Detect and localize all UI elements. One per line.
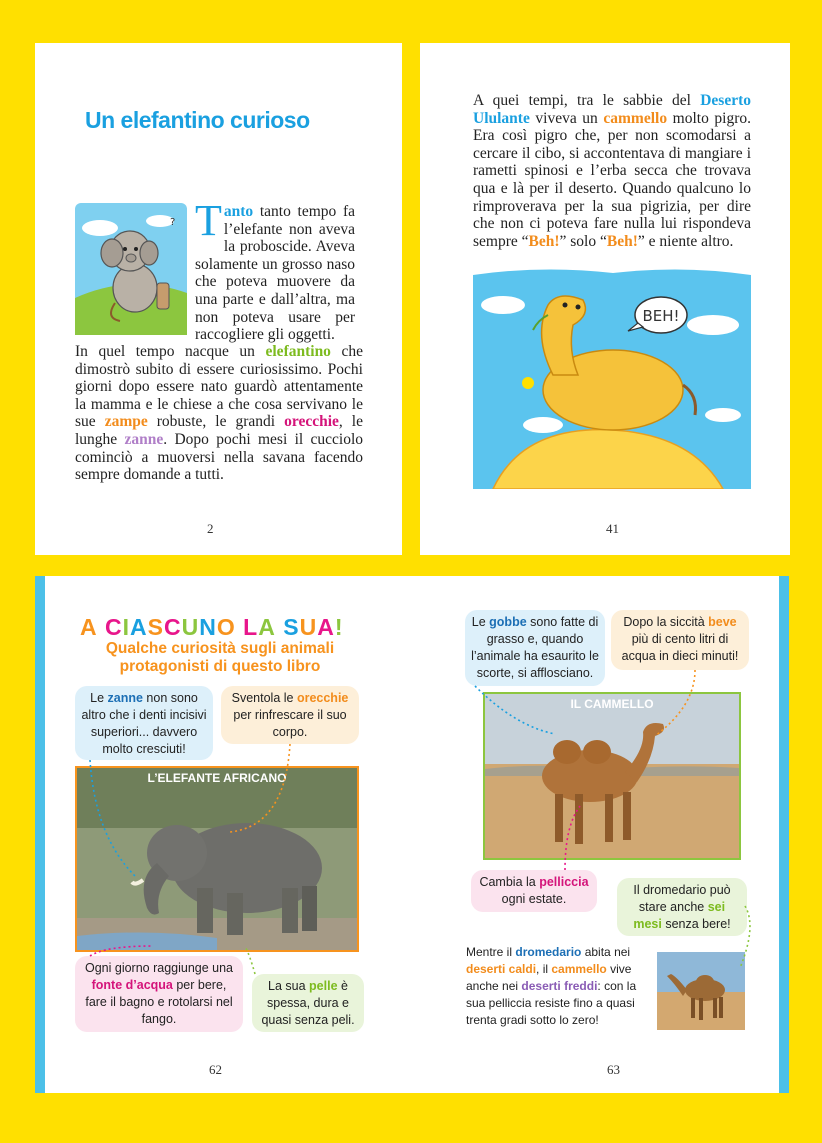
word-zampe: zampe: [104, 413, 148, 431]
bubble-gobbe: Le gobbe sono fatte di grasso e, quando l’animale ha esaurito le scorte, si afflosciano.: [465, 610, 605, 686]
title-letter: I: [122, 614, 131, 640]
elephant-photo: [75, 766, 359, 952]
title-letter: [236, 614, 243, 641]
title-letter: !: [334, 614, 344, 640]
svg-text:?: ?: [170, 217, 176, 228]
camel-photo: [483, 692, 741, 860]
title-letter: L: [243, 614, 259, 640]
word-orecchie: orecchie: [284, 413, 339, 431]
story-paragraph-2: In quel tempo nacque un elefantino che dimostrò subito di essere curiosissimo. Pochi giorni dopo essere nato guardò attentamente la mamma e le chiese a che cosa servivano le sue zampe robuste, le grandi orecchie, le lunghe zanne. Dopo pochi mesi il cucciolo cominciò a muoversi nella savana facendo sempre domande a tutti.: [75, 343, 363, 484]
story-text: Tanto tanto tempo fa l’elefante non aveva la proboscide. Aveva solamente un grosso naso che poteva muovere da una parte e dall’altra, ma non poteva usare per raccogliere gli oggetti.: [195, 196, 355, 344]
camel-text: Mentre il dromedario abita nei deserti caldi, il cammello vive anche nei deserti freddi: con la sua pelliccia resiste fino a quasi trenta gradi sotto lo zero!: [466, 945, 637, 1027]
title-letter: S: [283, 614, 300, 640]
title-letter: A: [258, 614, 276, 640]
title-letter: U: [299, 614, 318, 640]
title-letter: A: [317, 614, 335, 640]
speech-bubble-text: BEH!: [642, 307, 680, 325]
page-number: 2: [207, 521, 214, 536]
photo-label: IL CAMMELLO: [570, 697, 654, 711]
title-letter: N: [199, 614, 217, 640]
bubble-zanne: Le zanne non sono altro che i denti incisivi superiori... davvero molto cresciuti!: [75, 686, 213, 760]
bubble-sei-mesi: Il dromedario può stare anche sei mesi senza bere!: [617, 878, 747, 936]
title-letter: A: [130, 614, 148, 640]
page-2: [35, 43, 402, 555]
bubble-fonte-acqua: Ogni giorno raggiunge una fonte d’acqua per bere, fare il bagno e rotolarsi nel fango.: [75, 956, 243, 1032]
page-number: 63: [607, 1062, 620, 1077]
page-number: 62: [209, 1062, 222, 1077]
title-letter: A: [80, 614, 98, 640]
curiosities-subtitle: Qualche curiosità sugli animali protagonisti di questo libro: [105, 640, 335, 675]
story-text: A quei tempi, tra le sabbie del Deserto Ululante viveva un cammello molto pigro. Era così pigro che, per non scomodarsi a cercare il cibo, si accontentava di mangiare i rametti spinosi e l’erba secca che trovava qua e là per il deserto. Quando qualcuno lo rimproverava per la sua pigrizia, per dire che non ci poteva fare nulla lui rispondeva sempre “Beh!” solo “Beh!” e niente altro.: [473, 92, 751, 250]
camel-illustration: [473, 265, 751, 489]
bubble-pelliccia: Cambia la pelliccia ogni estate.: [471, 870, 597, 912]
word-deserto-ululante: Deserto Ululante: [473, 92, 751, 127]
title-letter: U: [181, 614, 200, 640]
photo-label: L’ELEFANTE AFRICANO: [147, 771, 287, 785]
title-letter: S: [147, 614, 164, 640]
dromedary-photo: [657, 952, 745, 1030]
title-letter: [276, 614, 283, 641]
title-letter: [98, 614, 105, 641]
bubble-beve: Dopo la siccità beve più di cento litri di acqua in dieci minuti!: [611, 610, 749, 670]
word-cammello: cammello: [603, 109, 668, 127]
bubble-orecchie: Sventola le orecchie per rinfrescare il suo corpo.: [221, 686, 359, 744]
word-elefantino: elefantino: [265, 343, 331, 360]
story-title: Un elefantino curioso: [85, 107, 310, 133]
title-letter: C: [164, 614, 182, 640]
drop-cap: T: [195, 196, 222, 245]
page-41: [420, 43, 790, 555]
word-zanne: zanne: [124, 430, 164, 448]
bubble-pelle: La sua pelle è spessa, dura e quasi senza peli.: [252, 974, 364, 1032]
title-letter: O: [216, 614, 236, 640]
curiosities-title: [80, 614, 344, 641]
page-number: 41: [606, 521, 619, 536]
title-letter: C: [105, 614, 123, 640]
page-spread-62-63: [35, 576, 789, 1093]
